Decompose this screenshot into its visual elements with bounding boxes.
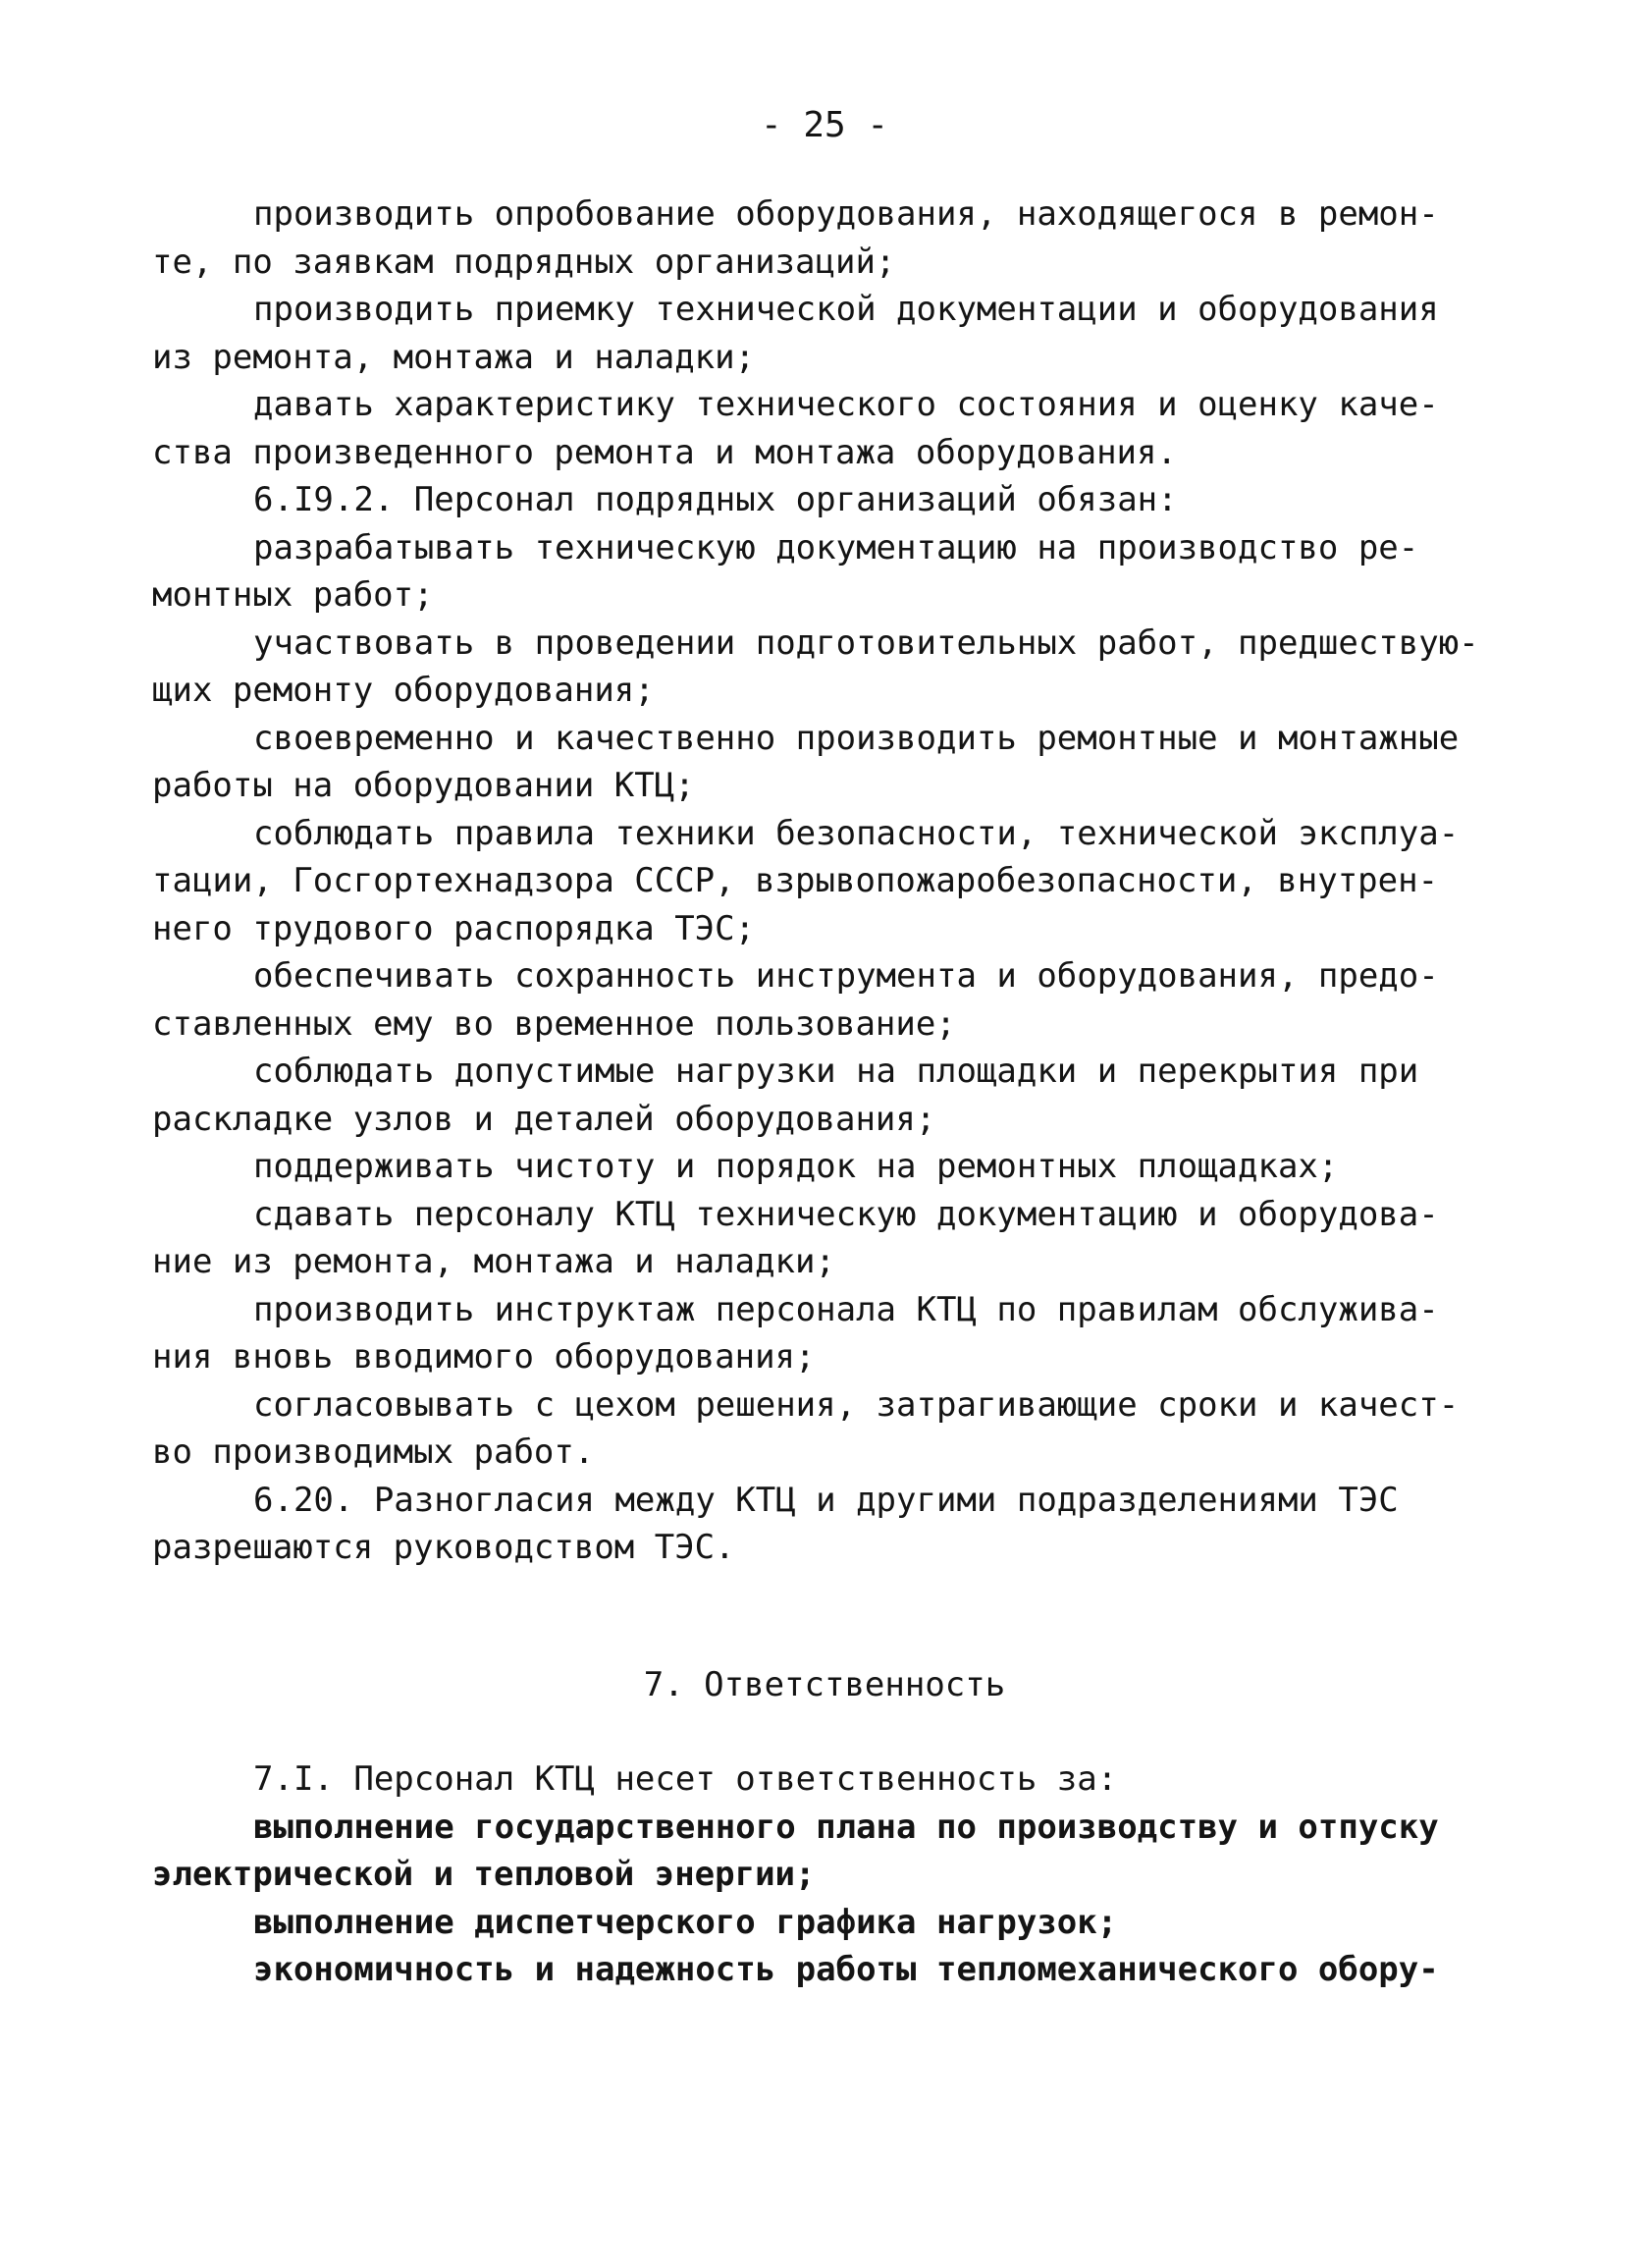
- text-line: во производимых работ.: [152, 1432, 595, 1472]
- text-line: участвовать в проведении подготовительных работ, предшествую-: [253, 622, 1479, 663]
- section-7-heading: 7. Ответственность: [643, 1665, 1006, 1704]
- text-line: ния вновь вводимого оборудования;: [152, 1337, 816, 1377]
- text-line: согласовывать с цехом решения, затрагивающие сроки и качест-: [253, 1384, 1460, 1425]
- text-line: сдавать персоналу КТЦ техническую документацию и оборудова-: [253, 1194, 1439, 1234]
- text-line: выполнение государственного плана по производству и отпуску: [253, 1807, 1439, 1847]
- text-line: тации, Госгортехнадзора СССР, взрывопожаробезопасности, внутрен-: [152, 861, 1439, 900]
- text-line: производить опробование оборудования, находящегося в ремон-: [253, 194, 1439, 234]
- text-line: щих ремонту оборудования;: [152, 671, 655, 710]
- text-line: него трудового распорядка ТЭС;: [152, 908, 756, 948]
- text-line: монтных работ;: [152, 575, 434, 615]
- text-line: работы на оборудовании КТЦ;: [152, 766, 695, 805]
- page-number: - 25 -: [760, 105, 889, 145]
- text-line: поддерживать чистоту и порядок на ремонтных площадках;: [253, 1147, 1339, 1186]
- text-line: разрабатывать техническую документацию на производство ре-: [253, 527, 1419, 567]
- text-line: раскладке узлов и деталей оборудования;: [152, 1099, 936, 1139]
- clause-6-19-2: 6.I9.2. Персонал подрядных организаций обязан:: [253, 480, 1178, 519]
- text-line: соблюдать правила техники безопасности, технической эксплуа-: [253, 813, 1460, 853]
- text-line: те, по заявкам подрядных организаций;: [152, 242, 896, 282]
- text-line: ние из ремонта, монтажа и наладки;: [152, 1242, 835, 1281]
- text-line: ства произведенного ремонта и монтажа оборудования.: [152, 432, 1177, 472]
- text-line: обеспечивать сохранность инструмента и оборудования, предо-: [253, 956, 1439, 996]
- text-line: электрической и тепловой энергии;: [152, 1855, 816, 1894]
- section-6-text: [152, 190, 1479, 1572]
- text-line: давать характеристику технического состояния и оценку каче-: [253, 385, 1439, 424]
- text-line: производить инструктаж персонала КТЦ по правилам обслужива-: [253, 1289, 1439, 1329]
- clause-6-20: 6.20. Разногласия между КТЦ и другими подразделениями ТЭС: [253, 1480, 1399, 1520]
- text-line: разрешаются руководством ТЭС.: [152, 1528, 735, 1567]
- text-line: ставленных ему во временное пользование;: [152, 1003, 956, 1044]
- text-line: производить приемку технической документации и оборудования: [253, 290, 1439, 329]
- text-line: соблюдать допустимые нагрузки на площадки и перекрытия при: [253, 1052, 1419, 1091]
- text-line: экономичность и надежность работы тепломеханического обору-: [253, 1950, 1439, 1989]
- text-line: своевременно и качественно производить ремонтные и монтажные: [253, 718, 1460, 758]
- section-7-text: [152, 1755, 1472, 1994]
- text-line: выполнение диспетчерского графика нагрузок;: [253, 1902, 1118, 1942]
- clause-7-1: 7.I. Персонал КТЦ несет ответственность за:: [253, 1759, 1118, 1799]
- text-line: из ремонта, монтажа и наладки;: [152, 337, 756, 377]
